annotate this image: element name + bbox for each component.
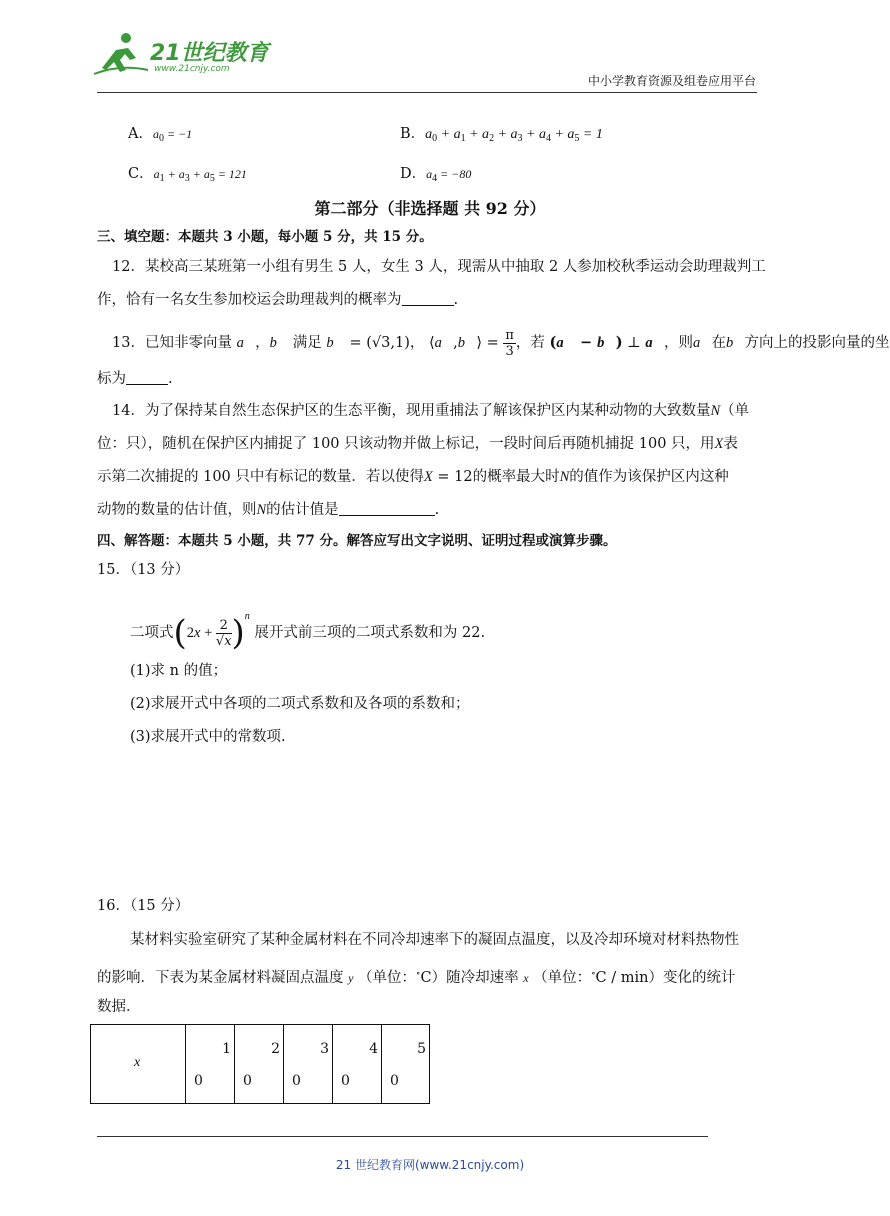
q16-head: 16．（15 分） [97,898,190,914]
header-logo [92,30,269,80]
logo-text: 21世纪教育 [150,41,269,66]
q15-sub3: (3)求展开式中的常数项. [130,729,286,745]
option-a: A．$a_0 = -1$ [128,126,193,144]
footer-rule [97,1136,708,1137]
logo-url: www.21cnjy.com [154,64,230,74]
q15-sub2: (2)求展开式中各项的二项式系数和及各项的系数和； [130,696,470,712]
q13-line2: 标为 . [97,371,173,387]
q12-line2: 作，恰有一名女生参加校运会助理裁判的概率为 . [97,292,459,308]
q12-answer-blank[interactable] [402,291,454,306]
header-rule [97,92,757,93]
section4-heading: 四、解答题：本题共 5 小题，共 77 分。解答应写出文字说明、证明过程或演算步骤。 [97,533,617,549]
q16-line2: 的影响．下表为某金属材料凝固点温度 y （单位：∘C）随冷却速率 x （单位：∘C / min）变化的统计 [97,969,736,986]
table-cell-1: 1 0 [185,1024,235,1104]
q15-head: 15．（13 分） [97,562,190,578]
table-cell-2: 2 0 [234,1024,284,1104]
option-c: C．$a_1 + a_3 + a_5 = 121$ [128,166,247,184]
platform-name: 中小学教育资源及组卷应用平台 [587,74,756,88]
q13-answer-blank[interactable] [126,370,168,385]
part2-title: 第二部分（非选择题 共 92 分） [314,199,546,218]
data-table [90,1024,430,1104]
q14-line3: 示第二次捕捉的 100 只中有标记的数量．若以使得X = 12的概率最大时N的值作为该保护区内这种 [97,469,729,485]
q13-line1: 13．已知非零向量 a⃗，b⃗ 满足 b⃗ = (√3,1)， ⟨a⃗,b⃗⟩ = $\frac{\pi}{3}$ ，若 (a⃗ − b⃗) ⊥ a⃗，则a⃗在b⃗方向上的投影向量的坐 [112,327,890,359]
option-b: B．$a_0 + a_1 + a_2 + a_3 + a_4 + a_5 = 1$ [400,126,603,144]
q15-intro: 二项式(2x + $\frac{2}{√x}$ )$^n$ 展开式前三项的二项式系数和为 22. [130,611,486,653]
q16-line3: 数据． [97,999,141,1015]
q14-line1: 14．为了保持某自然生态保护区的生态平衡，现用重捕法了解该保护区内某种动物的大致数量N（单 [112,403,750,419]
section3-heading: 三、填空题：本题共 3 小题，每小题 5 分，共 15 分。 [97,229,433,245]
q15-sub1: (1)求 n 的值； [130,663,228,679]
q16-line1: 某材料实验室研究了某种金属材料在不同冷却速率下的凝固点温度，以及冷却环境对材料热物性 [130,932,739,948]
table-cell-5: 5 0 [381,1024,430,1104]
table-cell-3: 3 0 [283,1024,333,1104]
option-d: D．$a_4 = -80$ [400,166,472,184]
q14-line2: 位：只），随机在保护区内捕捉了 100 只该动物并做上标记，一段时间后再随机捕捉 100 只，用X表 [97,436,738,452]
runner-logo-icon [92,30,152,78]
q14-line4: 动物的数量的估计值，则N的估计值是 . [97,502,440,518]
q14-answer-blank[interactable] [339,501,435,516]
table-cell-4: 4 0 [332,1024,382,1104]
table-row-header: x [90,1024,186,1104]
q12-line1: 12．某校高三某班第一小组有男生 5 人，女生 3 人，现需从中抽取 2 人参加校秋季运动会助理裁判工 [112,259,766,275]
footer-link[interactable]: 21 世纪教育网(www.21cnjy.com) [335,1158,525,1172]
